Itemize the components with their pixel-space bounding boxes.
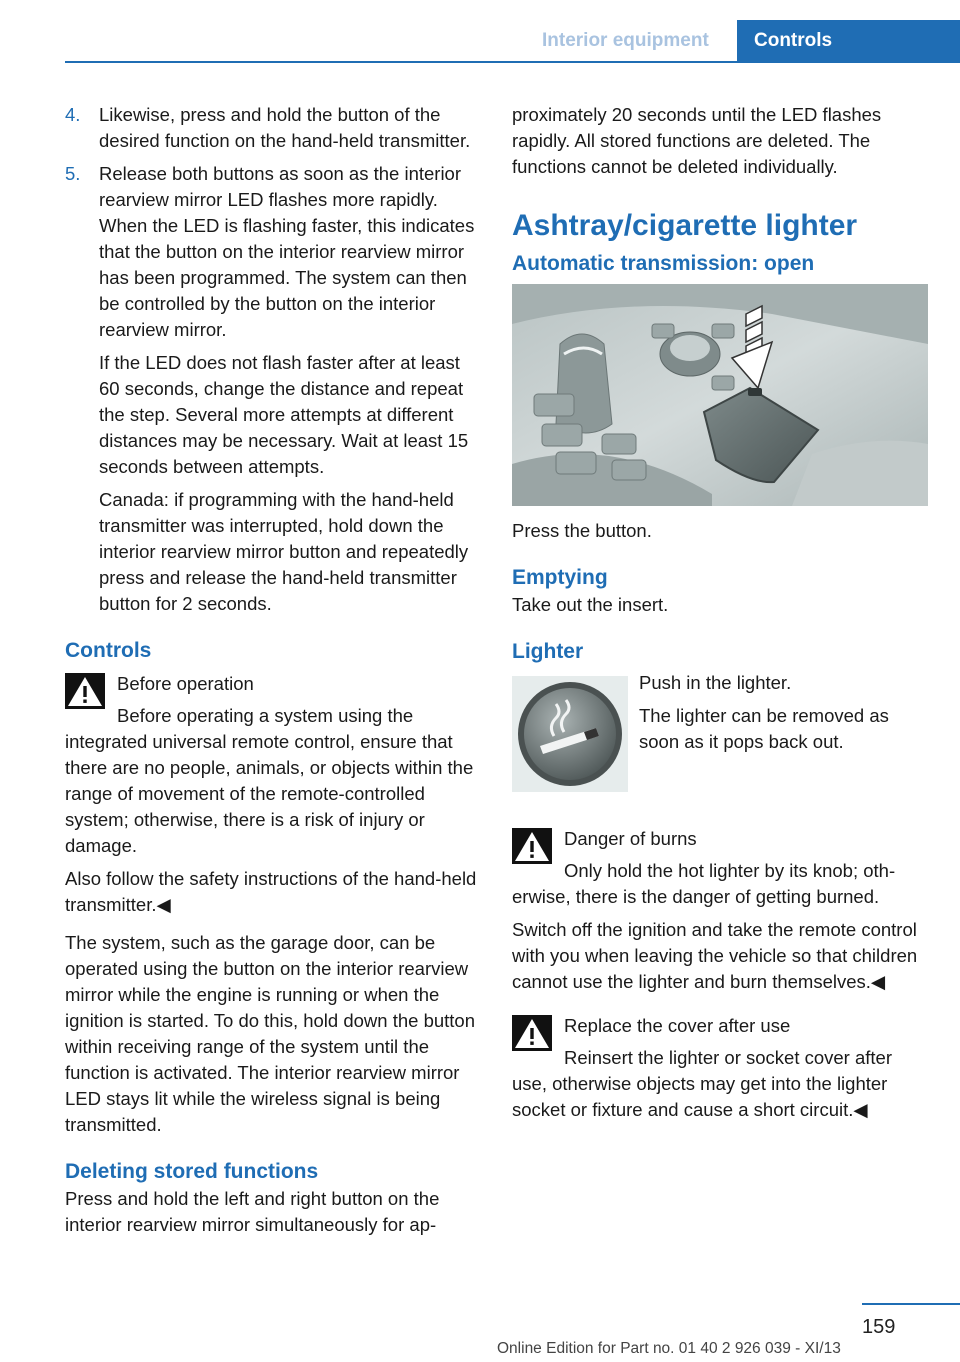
warning-title: Before operation (117, 673, 254, 694)
system-paragraph: The system, such as the garage door, can be operated using the button on the interior rearview mirror while the engine is running or when the ignition is started. To do this, hold down the button within receiving range of the system until the function is activated. The interior rearview mirror LED stays lit while the wireless signal is being transmitted. (65, 932, 476, 1135)
ashtray-photo (512, 284, 928, 506)
warning-followup: Also follow the safety instructions of the hand-held transmitter.◀ (65, 868, 477, 915)
warning-body-start: Only hold the hot lighter by its knob; oth- (564, 860, 896, 881)
switch-off-paragraph: Switch off the ignition and take the remote control with you when leaving the vehicle so that children cannot use the lighter and burn themselves.◀ (512, 919, 918, 992)
right-column (512, 102, 930, 1130)
step-number: 4. (65, 104, 81, 125)
emptying-text: Take out the insert. (512, 594, 669, 615)
press-button-text: Press the button. (512, 520, 652, 541)
step-number: 5. (65, 163, 81, 184)
cigarette-lighter-icon (512, 676, 628, 792)
step-5-paragraph-3: Canada: if programming with the hand-held transmitter was interrupted, hold down the interior rearview mirror button and repeatedly press and release the hand-held transmitter button for 2 seconds. (99, 489, 469, 614)
page-number: 159 (862, 1316, 896, 1338)
lighter-instructions (639, 670, 930, 762)
lighter-section (512, 670, 930, 806)
continued-text: proximately 20 seconds until the LED flashes rapidly. All stored functions are deleted. The functions cannot be deleted individually. (512, 104, 882, 177)
footer-rule (862, 1303, 960, 1305)
warning-body: erwise, there is the danger of getting burned. (512, 886, 880, 907)
lighter-step-2: The lighter can be removed as soon as it pops back out. (639, 705, 889, 752)
warning-triangle-icon (512, 828, 552, 864)
lighter-heading: Lighter (512, 640, 584, 663)
warning-triangle-icon (512, 1015, 552, 1051)
warning-triangle-icon (65, 673, 105, 709)
warning-replace-cover (512, 1013, 930, 1071)
step-5 (65, 161, 483, 343)
edition-line: Online Edition for Part no. 01 40 2 926 039 - XI/13 (497, 1340, 841, 1357)
automatic-transmission-heading: Automatic transmission: open (512, 252, 815, 275)
deleting-text: Press and hold the left and right button on the interior rearview mirror simultaneously for ap- (65, 1188, 440, 1235)
warning-body: integrated universal remote control, ensure that there are no people, animals, or objects within the range of movement of the remote-controlled system; otherwise, there is a risk of injury or damage. (65, 731, 474, 856)
warning-body-start: Reinsert the lighter or socket cover after (564, 1047, 893, 1068)
header-section-label: Interior equipment (542, 30, 709, 51)
warning-danger-of-burns (512, 826, 930, 884)
header-tab-label: Controls (754, 30, 833, 51)
warning-body: use, otherwise objects may get into the lighter socket or fixture and cause a short circuit.◀ (512, 1073, 888, 1120)
controls-heading: Controls (65, 639, 152, 662)
warning-body-start: Before operating a system using the (117, 705, 414, 726)
step-text: Likewise, press and hold the button of the desired function on the hand-held transmitter. (99, 104, 471, 151)
header-rule (65, 61, 960, 63)
lighter-step-1: Push in the lighter. (639, 672, 792, 693)
warning-before-operation (65, 671, 483, 729)
warning-title: Replace the cover after use (564, 1015, 791, 1036)
warning-title: Danger of burns (564, 828, 697, 849)
step-5-paragraph-2: If the LED does not flash faster after at least 60 seconds, change the distance and repeat the step. Several more attempts at different distances may be necessary. Wait at least 15 seconds between attempts. (99, 352, 469, 477)
step-text: Release both buttons as soon as the interior rearview mirror LED flashes more rapidly. When the LED is flashing faster, this indicates that the button on the interior rearview mirror has been programmed. The system can then be controlled by the button on the interior rearview mirror. (99, 163, 475, 340)
header-tab-controls (737, 20, 960, 63)
deleting-heading: Deleting stored functions (65, 1160, 319, 1183)
step-4 (65, 102, 483, 154)
ashtray-heading: Ashtray/cigarette lighter (512, 209, 858, 242)
emptying-heading: Emptying (512, 566, 608, 589)
left-column (65, 102, 483, 1245)
